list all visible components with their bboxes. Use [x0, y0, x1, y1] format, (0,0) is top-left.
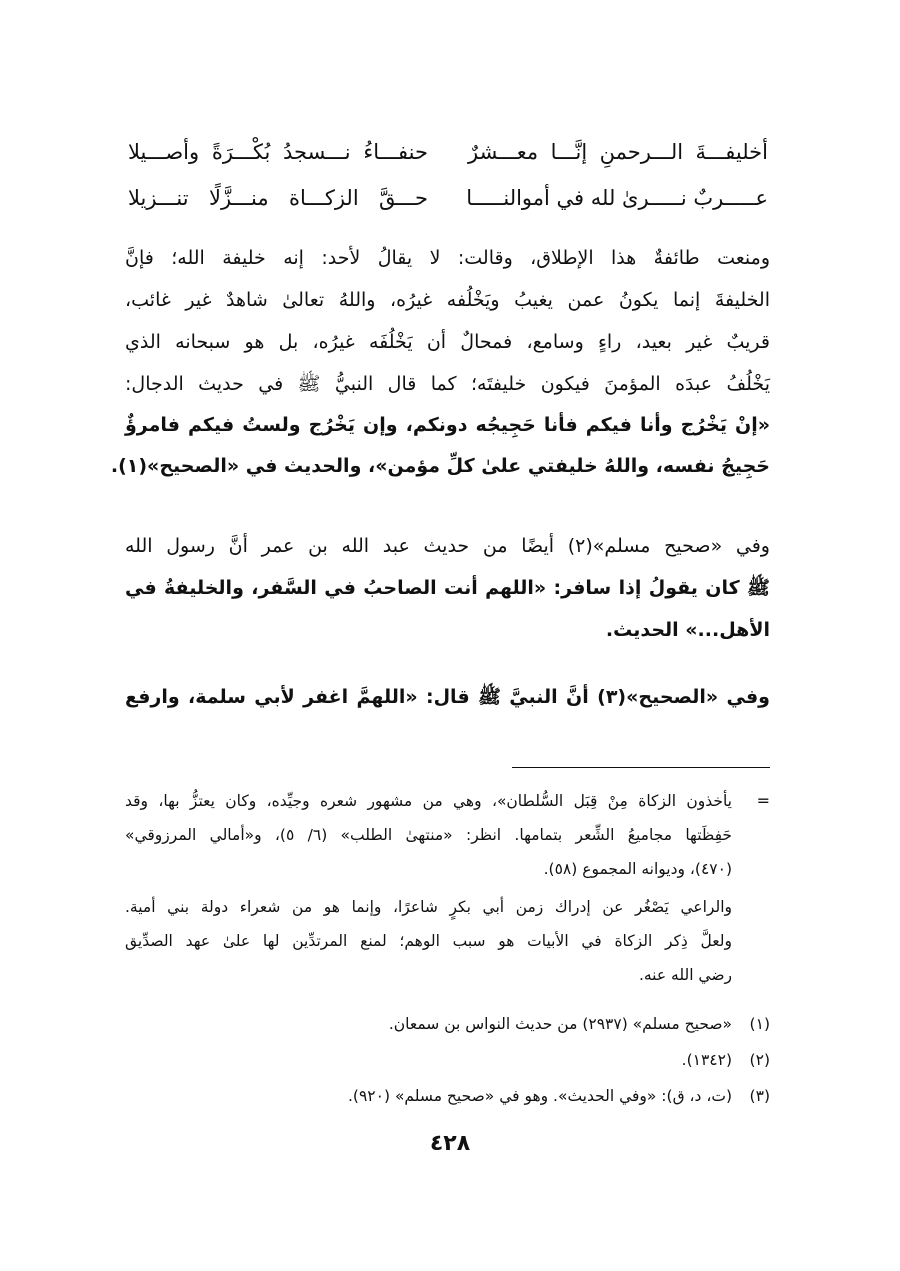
verse-first-hemistich: عـــــربٌ نـــــرىٰ لله في أموالنـــــا [466, 186, 768, 210]
verse-second-hemistich: حـــقَّ الزكـــاة منـــزَّلًا تنـــزيلا [128, 186, 428, 210]
footnote-number: (٣) [749, 1087, 770, 1105]
hadith-quote-line: الأهل...» الحديث. [605, 619, 770, 641]
paragraph-line: قريبٌ غير بعيد، راءٍ وسامع، فمحالٌ أن يَخْلُفَه غيرُه، بل هو سبحانه الذي [125, 331, 770, 353]
paragraph-line: الخليفةَ إنما يكونُ عمن يغيبُ ويَخْلُفه غيرُه، واللهُ تعالىٰ شاهدٌ غير غائب، [125, 289, 770, 311]
hadith-quote-line: حَجِيجُ نفسه، واللهُ خليفتي علىٰ كلِّ مؤمن»، والحديث في «الصحيح»(١). [110, 455, 770, 477]
footnote-text: (ت، د، ق): «وفي الحديث». وهو في «صحيح مسلم» (٩٢٠). [348, 1087, 732, 1105]
verse-first-hemistich: أخليفـــةَ الـــرحمنِ إنَّـــا معـــشرٌ [468, 140, 768, 164]
footnote-line: رضي الله عنه. [638, 966, 732, 984]
footnote-item [125, 1007, 770, 1041]
footnote-line: يأخذون الزكاة مِنْ قِبَل السُّلطان»، وهي من مشهور شعره وجيِّده، وكان يعتزُّ بها، وقد [125, 792, 732, 810]
hadith-quote-line: ﷺ كان يقولُ إذا سافر: «اللهم أنت الصاحبُ في السَّفر، والخليفةُ في [125, 577, 770, 599]
footnote-separator [512, 767, 770, 768]
hadith-quote-line: «إنْ يَخْرُج وأنا فيكم فأنا حَجِيجُه دونكم، وإن يَخْرُج ولستُ فيكم فامرؤٌ [125, 414, 770, 436]
paragraph-line: وفي «صحيح مسلم»(٢) أيضًا من حديث عبد الله بن عمر أنَّ رسول الله [125, 535, 770, 557]
footnote-item [125, 1043, 770, 1077]
footnote-line: ولعلَّ ذِكر الزكاة في الأبيات هو سبب الوهم؛ لمنع المرتدِّين لها علىٰ عهد الصدِّيق [125, 932, 732, 950]
footnote-number: (٢) [749, 1051, 770, 1069]
footnote-line: والراعي يَصْغُر عن إدراك زمن أبي بكرٍ شاعرًا، وإنما هو من شعراء دولة بني أمية. [125, 898, 732, 916]
verse-second-hemistich: حنفـــاءُ نـــسجدُ بُكْـــرَةً وأصـــيلا [128, 140, 428, 164]
footnote-text: «صحيح مسلم» (٢٩٣٧) من حديث النواس بن سمعان. [388, 1015, 732, 1033]
footnote-number: (١) [749, 1015, 770, 1033]
footnote-line: (٤٧٠)، وديوانه المجموع (٥٨). [543, 860, 732, 878]
footnote-line: حَفِظَتها مجاميعُ الشِّعر بتمامها. انظر: «منتهىٰ الطلب» (٦/ ٥)، و«أمالي المرزوقي» [125, 826, 733, 844]
footnote-item [125, 1079, 770, 1113]
footnote-text: (١٣٤٢). [681, 1051, 732, 1069]
paragraph-line: وفي «الصحيح»(٣) أنَّ النبيَّ ﷺ قال: «اللهمَّ اغفر لأبي سلمة، وارفع [125, 686, 770, 708]
paragraph-line: يَخْلُفُ عبدَه المؤمنَ فيكون خليفتَه؛ كما قال النبيُّ ﷺ في حديث الدجال: [125, 373, 770, 395]
poem-verse [128, 130, 768, 174]
poem-verse [128, 176, 768, 220]
page-number: ٤٢٨ [429, 1131, 471, 1156]
footnote-continuation-marker: = [756, 791, 770, 810]
paragraph-line: ومنعت طائفةٌ هذا الإطلاق، وقالت: لا يقالُ لأحد: إنه خليفة الله؛ فإنَّ [125, 247, 770, 269]
